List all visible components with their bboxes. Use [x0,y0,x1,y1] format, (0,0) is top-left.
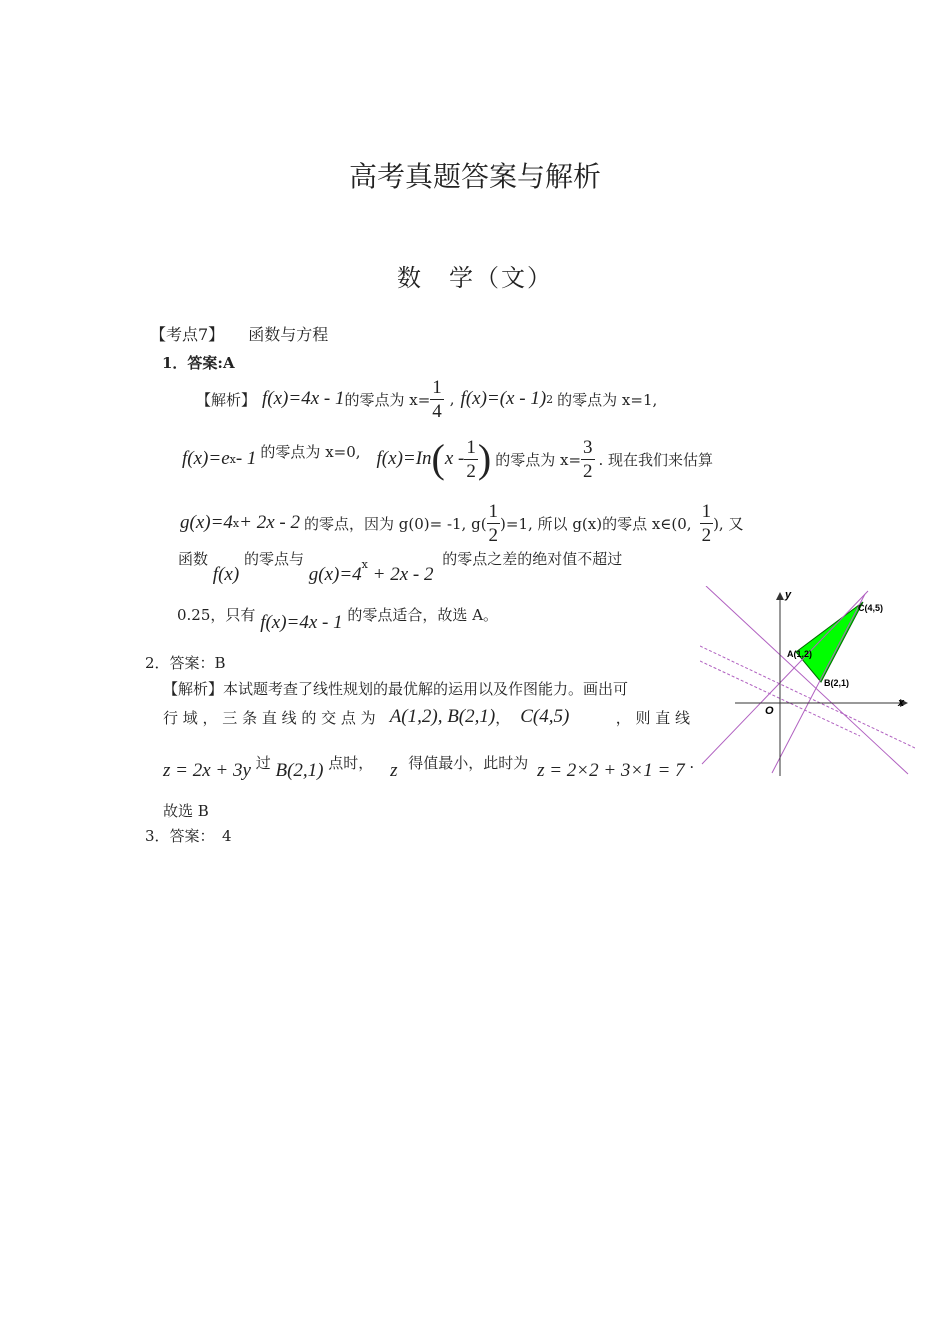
q1-f1: f(x)=4x - 1 [262,388,345,409]
q1-line-4 [178,548,622,584]
constraint-line-3 [772,594,865,773]
q1-frac-7: $\frac{1}{2}$ [701,500,712,546]
q2-points-ab: A(1,2), B(2,1) [389,706,496,727]
origin-label: O [765,705,774,717]
point-c-label: C(4,5) [858,603,884,613]
section-heading [150,322,328,345]
section-topic: 函数与方程 [248,325,329,344]
q1-text-3: 的零点为 x=0, [260,442,361,461]
q2-para-2 [163,706,690,728]
q1-text-4: 的零点为 x= [495,450,582,469]
q2-objective: z = 2x + 3y [163,760,251,781]
q1-frac-5: $\frac{3}{2}$ [583,436,593,482]
q1-text-7: )=1, 所以 g(x)的零点 x∈(0, [500,514,692,533]
q1-text-2: 的零点为 x=1, [557,390,658,409]
q1-text-9: 函数 [178,550,209,568]
q2-point-b: B(2,1) [275,760,324,781]
q2-comma: ， [495,708,511,727]
q1-text-10: 的零点与 [243,550,304,568]
q2-period: . [689,754,695,772]
q2-para-1: 【解析】本试题考查了线性规划的最优解的运用以及作图能力。画出可 [163,680,629,698]
page-subtitle: 数 学（文） [397,264,553,292]
q1-line-2 [182,432,713,486]
q1-frac-4: $\frac{1}{2}$ [466,436,476,482]
q2-point-c: C(4,5) [520,706,570,727]
q2-text-guo: 过 [255,754,271,772]
q1-f4in: x - [444,448,465,469]
q2-result: z = 2×2 + 3×1 = 7 [537,760,685,781]
x-axis-label: x [898,697,905,709]
q1-line-5 [177,604,499,633]
q1-text-6: 的零点，因为 g(0)= -1, g( [303,514,487,533]
q1-rparen: ) [477,436,492,481]
q1-f3b: - 1 [235,448,257,469]
q1-text-11: 的零点之差的绝对值不超过 [442,550,623,568]
q1-g1b: + 2x - 2 [239,512,300,533]
q1-answer-label: 1．答案:A [162,354,235,372]
q2-z: z [390,760,398,781]
q1-lparen: ( [431,436,445,481]
y-axis-label: y [785,589,792,601]
q1-line-3 [180,498,743,548]
q1-g2b: + 2x - 2 [367,564,434,585]
feasible-region [796,602,863,682]
point-a-label: A(1,2) [787,649,813,659]
q1-f3: f(x)=e [182,448,230,469]
q2-text-min: 得值最小，此时为 [408,754,529,772]
q1-expg: x [232,516,240,530]
q1-g2: g(x)=4 [308,564,362,585]
q2-conclusion: 故选 B [163,802,209,820]
q1-text-8: ), 又 [713,514,744,533]
q3-answer-label: 3．答案： 4 [145,827,232,845]
q1-g1: g(x)=4 [180,512,233,533]
page-title: 高考真题答案与解析 [348,160,601,193]
q1-text-13: 的零点适合，故选 A。 [347,606,499,624]
q1-line-1 [196,374,657,424]
q1-text-5: . 现在我们来估算 [598,450,714,469]
q1-frac-1: $\frac{1}{4}$ [432,376,442,422]
constraint-line-1 [706,586,908,774]
q1-f4: f(x)=In [376,448,432,469]
q1-text-1: 的零点为 x= [344,390,431,409]
q1-exp2: 2 [546,392,554,406]
q1-sep: , [449,390,455,408]
q2-answer-label: 2．答案：B [145,654,226,672]
q2-para-3 [163,752,695,781]
section-bracket: 【考点7】 [150,325,225,344]
q1-f6: f(x)=4x - 1 [260,612,343,633]
q1-exp3: x [229,452,236,466]
y-axis-arrow-icon [776,592,784,600]
q2-text-b: ， 则 直 线 [615,708,690,727]
q1-f2: f(x)=(x - 1) [460,388,547,409]
feasible-region-graph [700,586,915,778]
q2-text-dian: 点时， [328,754,374,772]
q1-f5: f(x) [212,564,240,585]
q2-text-a: 行 域 ， 三 条 直 线 的 交 点 为 [163,708,376,727]
q1-tag: 【解析】 [196,390,257,409]
q1-frac-6: $\frac{1}{2}$ [488,500,499,546]
q1-text-12: 0.25，只有 [177,606,256,624]
point-b-label: B(2,1) [824,678,850,688]
q1-expg2: x [361,558,368,571]
